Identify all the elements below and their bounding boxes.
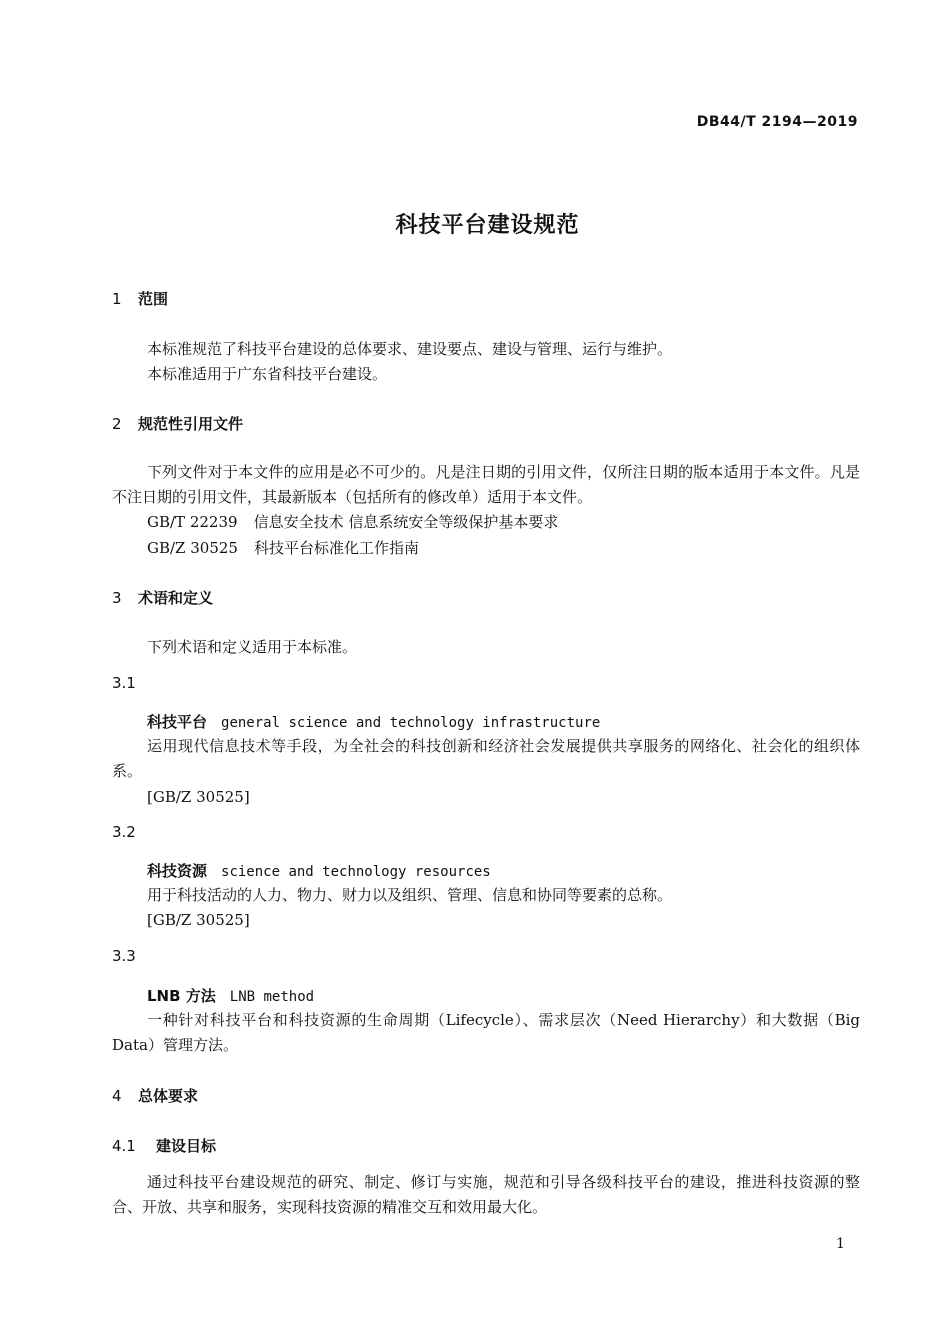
term-english: science and technology resources: [221, 864, 491, 880]
paragraph: 下列文件对于本文件的应用是必不可少的。凡是注日期的引用文件，仅所注日期的版本适用于本文件。凡是不注日期的引用文件，其最新版本（包括所有的修改单）适用于本文件。: [112, 463, 860, 506]
section-heading-1: [112, 288, 168, 309]
section-heading-2: [112, 413, 243, 434]
term-entry: [147, 711, 600, 732]
paragraph: 本标准适用于广东省科技平台建设。: [147, 365, 388, 383]
term-english: LNB method: [229, 989, 315, 1005]
page-number: 1: [836, 1236, 845, 1252]
section-number: 3: [112, 589, 122, 607]
section-number: 2: [112, 415, 122, 433]
term-entry: [147, 985, 314, 1006]
reference-code: GB/T 22239: [147, 513, 238, 531]
paragraph: 本标准规范了科技平台建设的总体要求、建设要点、建设与管理、运行与维护。: [147, 340, 673, 358]
section-heading-4: [112, 1085, 198, 1106]
section-number: 4: [112, 1087, 122, 1105]
document-title: 科技平台建设规范: [395, 213, 580, 238]
subsection-heading-4-1: [112, 1135, 216, 1156]
term-english: general science and technology infrastructure: [221, 715, 601, 731]
subsection-title: 建设目标: [156, 1137, 217, 1155]
section-title: 规范性引用文件: [138, 415, 244, 433]
paragraph: 通过科技平台建设规范的研究、制定、修订与实施，规范和引导各级科技平台的建设，推进科技资源的整合、开放、共享和服务，实现科技资源的精准交互和效用最大化。: [112, 1173, 860, 1216]
term-definition: 运用现代信息技术等手段，为全社会的科技创新和经济社会发展提供共享服务的网络化、社会化的组织体系。: [112, 737, 860, 780]
subsection-number: 4.1: [112, 1137, 136, 1155]
paragraph: 下列术语和定义适用于本标准。: [147, 638, 358, 656]
section-title: 术语和定义: [138, 589, 214, 607]
reference-title: 科技平台标准化工作指南: [253, 539, 419, 557]
section-number: 1: [112, 290, 122, 308]
term-number: 3.1: [112, 674, 136, 692]
term-chinese: 科技平台: [147, 713, 208, 731]
reference-code: GB/Z 30525: [147, 539, 238, 557]
reference-title: 信息安全技术 信息系统安全等级保护基本要求: [253, 513, 559, 531]
term-definition: 用于科技活动的人力、物力、财力以及组织、管理、信息和协同等要素的总称。: [147, 886, 673, 904]
term-chinese: LNB 方法: [147, 987, 216, 1005]
term-chinese: 科技资源: [147, 862, 208, 880]
standard-code: DB44/T 2194—2019: [696, 114, 858, 130]
section-title: 范围: [138, 290, 169, 308]
term-definition: 一种针对科技平台和科技资源的生命周期（Lifecycle）、需求层次（Need Hierarchy）和大数据（Big Data）管理方法。: [112, 1011, 860, 1054]
term-number: 3.2: [112, 823, 136, 841]
term-entry: [147, 860, 491, 881]
reference-item: [147, 536, 419, 561]
section-title: 总体要求: [138, 1087, 199, 1105]
term-number: 3.3: [112, 947, 136, 965]
section-heading-3: [112, 587, 213, 608]
reference-item: [147, 510, 558, 535]
term-source: [GB/Z 30525]: [147, 911, 250, 929]
term-source: [GB/Z 30525]: [147, 788, 250, 806]
